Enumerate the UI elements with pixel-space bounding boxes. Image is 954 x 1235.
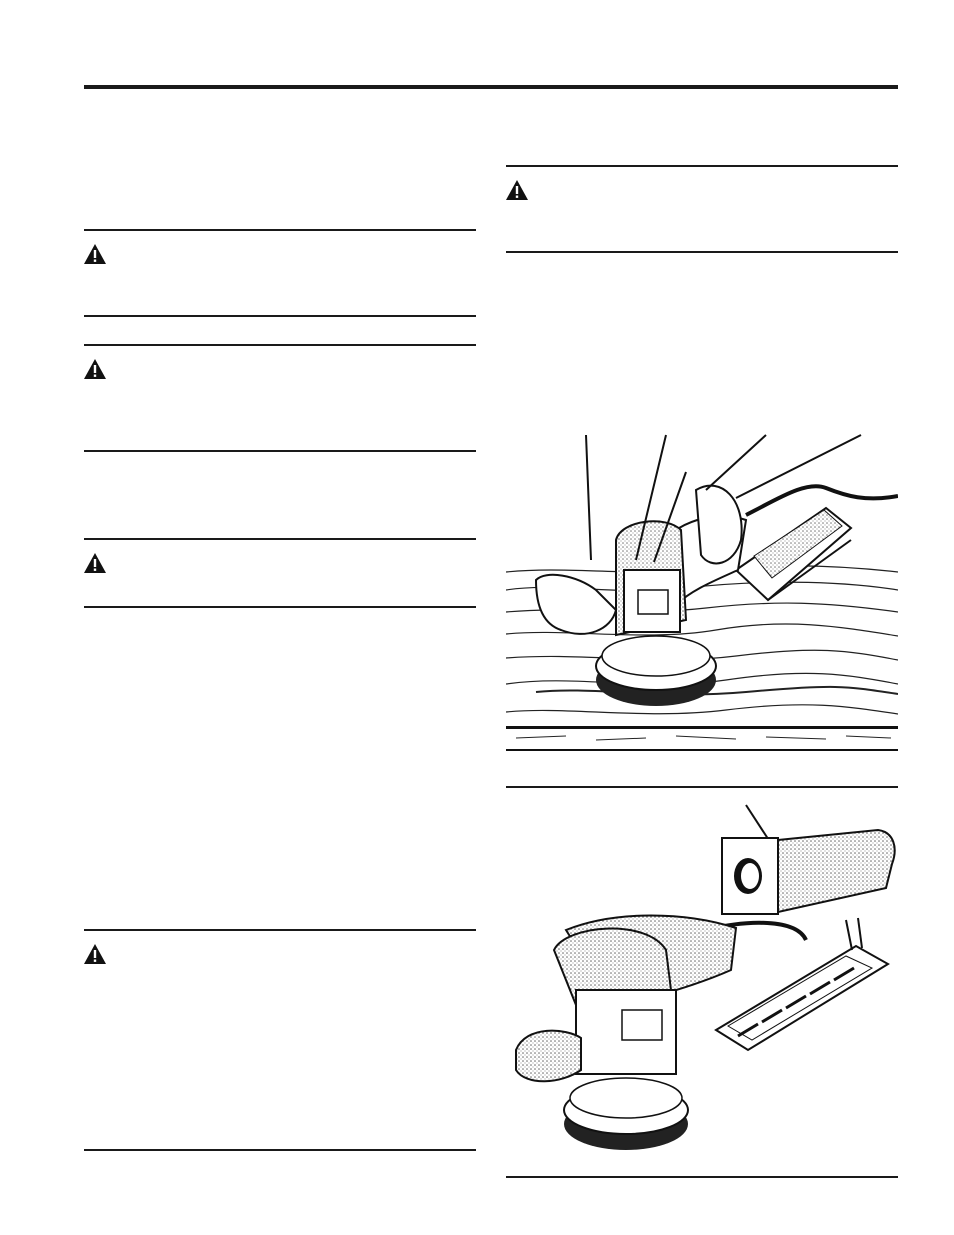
warning-box-1-bottom-rule	[84, 315, 476, 317]
warning-box-3-top-rule	[84, 538, 476, 540]
dust-canister-frame	[716, 918, 888, 1050]
side-handle	[516, 1031, 581, 1082]
warning-box-4-bottom-rule	[84, 1149, 476, 1151]
warning-triangle-icon	[83, 943, 107, 965]
warning-triangle-icon	[505, 179, 529, 201]
warning-triangle-icon	[83, 552, 107, 574]
sander-in-use-illustration	[506, 430, 898, 755]
warning-box-4-top-rule	[84, 929, 476, 931]
figure-2-bottom-rule	[506, 1176, 898, 1178]
figure-1-bottom-rule	[506, 786, 898, 788]
right-arm	[706, 435, 861, 498]
sander-dust-bag-illustration	[506, 800, 898, 1170]
warning-triangle-icon	[83, 358, 107, 380]
dust-bag	[722, 830, 895, 914]
warning-box-1-top-rule	[84, 229, 476, 231]
dust-canister	[736, 508, 851, 600]
warning-box-5-bottom-rule	[506, 251, 898, 253]
warning-box-3-bottom-rule	[84, 606, 476, 608]
board-edge	[516, 736, 891, 740]
right-hand	[696, 486, 742, 564]
header-rule	[84, 85, 898, 89]
warning-box-5-top-rule	[506, 165, 898, 167]
warning-box-2-top-rule	[84, 344, 476, 346]
warning-box-2-bottom-rule	[84, 450, 476, 452]
left-hand	[536, 575, 616, 634]
warning-triangle-icon	[83, 243, 107, 265]
